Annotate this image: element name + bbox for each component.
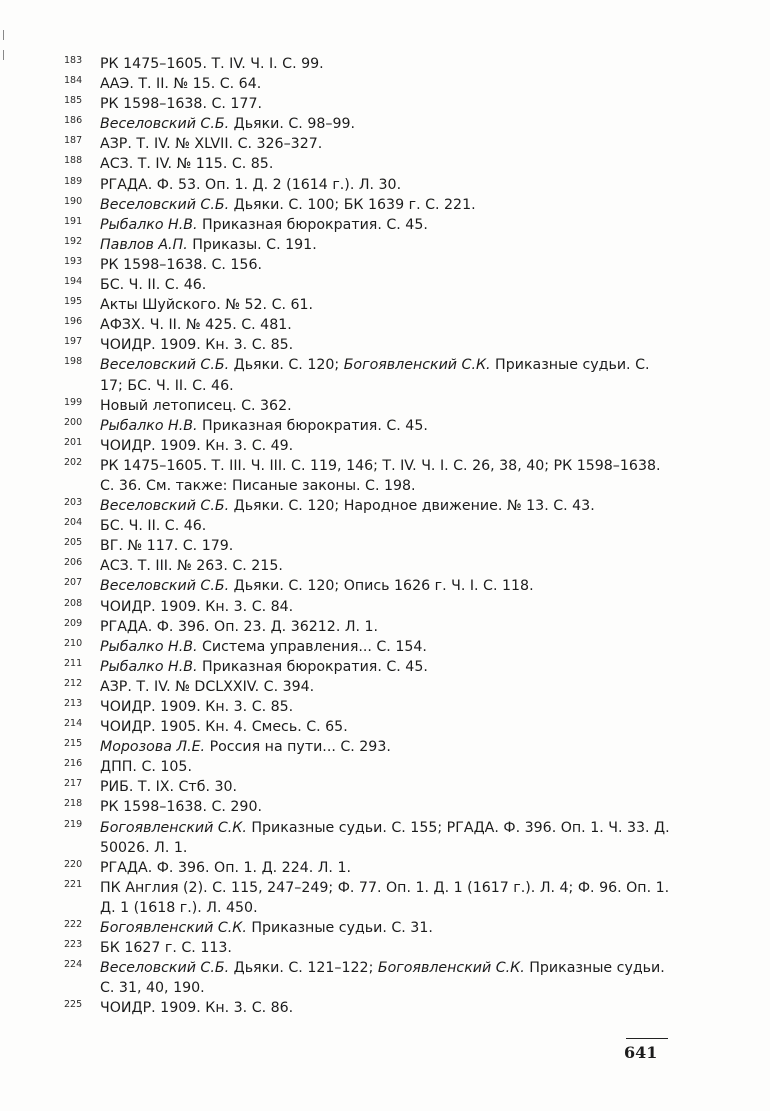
endnote-source: Приказные судьи. С. 17; БС. Ч. II. С. 46. — [100, 357, 650, 394]
endnote-source: ЧОИДР. 1909. Кн. 3. С. 85. — [100, 337, 294, 354]
endnote-text — [100, 215, 674, 235]
endnote-text — [100, 255, 674, 275]
endnote-number: 183 — [64, 55, 83, 66]
endnote-number: 212 — [64, 677, 83, 689]
endnote-item — [64, 858, 674, 878]
endnote-number: 200 — [64, 416, 83, 428]
endnote-number: 225 — [64, 999, 83, 1011]
endnote-item — [64, 556, 674, 576]
endnote-text — [100, 556, 674, 576]
page-footer — [624, 1038, 668, 1062]
endnote-source: РК 1598–1638. С. 177. — [100, 96, 262, 113]
endnote-author: Рыбалко Н.В. — [100, 658, 198, 675]
endnote-number: 198 — [64, 356, 83, 368]
endnote-number: 202 — [64, 456, 83, 468]
endnote-source: БС. Ч. II. С. 46. — [100, 277, 207, 294]
endnote-number: 223 — [64, 939, 83, 951]
endnote-item — [64, 637, 674, 657]
endnote-text — [100, 757, 674, 777]
endnote-item — [64, 536, 674, 556]
endnote-source: РК 1475–1605. Т. III. Ч. III. С. 119, 146; Т. IV. Ч. I. С. 26, 38, 40; РК 1598–1638. С. 36. См. также: Писаные законы. С. 198. — [100, 457, 661, 494]
endnote-number: 187 — [64, 135, 83, 147]
endnote-author: Веселовский С.Б. — [100, 116, 230, 133]
endnote-source: ЧОИДР. 1909. Кн. 3. С. 86. — [100, 1000, 294, 1017]
endnote-author: Рыбалко Н.В. — [100, 216, 198, 233]
endnote-source: Приказная бюрократия. С. 45. — [197, 216, 428, 233]
endnote-item — [64, 657, 674, 677]
endnote-number: 196 — [64, 316, 83, 328]
endnote-item — [64, 717, 674, 737]
endnote-item — [64, 134, 674, 154]
endnote-source: БС. Ч. II. С. 46. — [100, 518, 207, 535]
endnote-number: 217 — [64, 778, 83, 790]
endnote-number: 190 — [64, 195, 83, 207]
endnote-number: 206 — [64, 557, 83, 569]
endnote-number: 211 — [64, 657, 83, 669]
endnote-source: Система управления... С. 154. — [197, 638, 427, 655]
endnote-source: РК 1475–1605. Т. IV. Ч. I. С. 99. — [100, 56, 324, 72]
scan-edge-mark — [3, 30, 4, 40]
endnote-source: ДПП. С. 105. — [100, 759, 192, 776]
endnote-number: 222 — [64, 919, 83, 931]
endnote-source: Дьяки. С. 120; Народное движение. № 13. С. 43. — [229, 498, 595, 515]
endnote-item — [64, 456, 674, 496]
endnote-source: АСЗ. Т. III. № 263. С. 215. — [100, 558, 283, 575]
endnote-text — [100, 315, 674, 335]
endnote-text — [100, 335, 674, 355]
page-number-rule — [626, 1038, 668, 1039]
endnote-number: 205 — [64, 537, 83, 549]
endnote-number: 220 — [64, 858, 83, 870]
endnote-author: Веселовский С.Б. — [100, 960, 230, 977]
endnote-text — [100, 516, 674, 536]
endnote-number: 216 — [64, 758, 83, 770]
endnote-text — [100, 878, 674, 918]
endnote-item — [64, 175, 674, 195]
endnote-item — [64, 737, 674, 757]
endnote-text — [100, 637, 674, 657]
endnote-source: БК 1627 г. С. 113. — [100, 940, 232, 957]
endnote-text — [100, 677, 674, 697]
endnote-item — [64, 416, 674, 436]
endnote-item — [64, 154, 674, 174]
endnote-source: Приказная бюрократия. С. 45. — [197, 658, 428, 675]
endnote-author: Богоявленский С.К. — [100, 819, 247, 836]
endnote-number: 207 — [64, 577, 83, 589]
endnote-text — [100, 154, 674, 174]
endnote-author: Богоявленский С.К. — [343, 357, 491, 374]
endnote-text — [100, 456, 674, 496]
endnote-source: ЧОИДР. 1909. Кн. 3. С. 49. — [100, 437, 294, 454]
endnote-item — [64, 777, 674, 797]
endnote-source: АСЗ. Т. IV. № 115. С. 85. — [100, 156, 274, 173]
endnote-source: АЗР. Т. IV. № DCLXXIV. С. 394. — [100, 678, 315, 695]
endnote-number: 201 — [64, 436, 83, 448]
endnote-text — [100, 717, 674, 737]
endnote-source: ЧОИДР. 1909. Кн. 3. С. 85. — [100, 699, 294, 715]
endnote-text — [100, 818, 674, 858]
endnote-item — [64, 878, 674, 918]
endnote-text — [100, 617, 674, 637]
endnote-source: АФЗХ. Ч. II. № 425. С. 481. — [100, 317, 292, 334]
endnote-number: 203 — [64, 497, 83, 509]
endnote-item — [64, 436, 674, 456]
endnote-text — [100, 235, 674, 255]
endnote-source: Россия на пути... С. 293. — [205, 739, 391, 756]
endnote-number: 184 — [64, 75, 83, 87]
endnote-item — [64, 677, 674, 697]
endnote-item — [64, 195, 674, 215]
endnote-item — [64, 918, 674, 938]
endnote-number: 204 — [64, 517, 83, 529]
endnote-source: Дьяки. С. 120; Опись 1626 г. Ч. I. С. 118. — [229, 578, 534, 595]
endnote-source: Приказы. С. 191. — [187, 236, 317, 253]
endnote-source: Дьяки. С. 120; — [229, 357, 344, 374]
endnotes-list — [64, 54, 674, 1019]
endnote-source: Дьяки. С. 121–122; — [229, 960, 378, 977]
scan-edge-mark — [3, 50, 4, 60]
endnote-source: Приказные судьи. С. 31, 40, 190. — [100, 960, 665, 997]
endnote-item — [64, 938, 674, 958]
endnote-text — [100, 195, 674, 215]
endnote-item — [64, 617, 674, 637]
endnote-author: Рыбалко Н.В. — [100, 417, 198, 434]
endnote-number: 186 — [64, 115, 83, 127]
endnote-source: Дьяки. С. 100; БК 1639 г. С. 221. — [229, 196, 476, 213]
endnote-number: 215 — [64, 738, 83, 750]
endnote-text — [100, 536, 674, 556]
endnote-text — [100, 416, 674, 436]
endnote-text — [100, 496, 674, 516]
endnote-text — [100, 396, 674, 416]
endnote-source: РГАДА. Ф. 396. Оп. 23. Д. 36212. Л. 1. — [100, 618, 379, 635]
endnote-source: Приказные судьи. С. 31. — [246, 920, 433, 937]
endnote-author: Богоявленский С.К. — [377, 960, 525, 977]
endnote-number: 191 — [64, 215, 83, 227]
endnote-number: 188 — [64, 155, 83, 167]
endnote-source: РК 1598–1638. С. 156. — [100, 256, 262, 273]
endnote-author: Морозова Л.Е. — [100, 739, 206, 756]
endnote-text — [100, 657, 674, 677]
endnote-item — [64, 597, 674, 617]
endnote-text — [100, 355, 674, 395]
endnote-number: 209 — [64, 617, 83, 629]
endnote-author: Веселовский С.Б. — [100, 196, 230, 213]
endnote-text — [100, 94, 674, 114]
endnote-item — [64, 275, 674, 295]
endnote-text — [100, 737, 674, 757]
endnote-item — [64, 516, 674, 536]
endnote-item — [64, 355, 674, 395]
endnote-text — [100, 797, 674, 817]
endnote-text — [100, 295, 674, 315]
endnote-source: Дьяки. С. 98–99. — [229, 116, 356, 133]
endnote-item — [64, 215, 674, 235]
endnote-text — [100, 74, 674, 94]
endnote-author: Веселовский С.Б. — [100, 357, 230, 374]
endnote-source: РК 1598–1638. С. 290. — [100, 799, 262, 816]
endnote-text — [100, 54, 674, 74]
endnote-item — [64, 114, 674, 134]
endnote-item — [64, 496, 674, 516]
endnote-number: 193 — [64, 255, 83, 267]
endnote-number: 218 — [64, 798, 83, 810]
endnote-number: 213 — [64, 698, 83, 709]
endnote-author: Веселовский С.Б. — [100, 498, 230, 515]
endnote-number: 214 — [64, 718, 83, 730]
endnote-item — [64, 74, 674, 94]
endnote-text — [100, 597, 674, 617]
endnote-item — [64, 576, 674, 596]
endnote-number: 221 — [64, 878, 83, 890]
endnote-text — [100, 998, 674, 1018]
endnote-source: РГАДА. Ф. 396. Оп. 1. Д. 224. Л. 1. — [100, 859, 351, 876]
page-number: 641 — [624, 1043, 658, 1062]
endnote-source: ВГ. № 117. С. 179. — [100, 538, 234, 555]
endnote-item — [64, 235, 674, 255]
endnote-text — [100, 175, 674, 195]
endnote-item — [64, 958, 674, 998]
endnote-text — [100, 697, 674, 717]
endnote-text — [100, 576, 674, 596]
endnote-item — [64, 396, 674, 416]
endnote-source: ЧОИДР. 1905. Кн. 4. Смесь. С. 65. — [100, 719, 348, 736]
endnote-text — [100, 777, 674, 797]
endnote-text — [100, 918, 674, 938]
endnote-item — [64, 797, 674, 817]
endnote-text — [100, 858, 674, 878]
endnote-item — [64, 697, 674, 717]
endnote-number: 208 — [64, 597, 83, 609]
endnote-number: 197 — [64, 336, 83, 348]
endnote-item — [64, 54, 674, 74]
endnote-source: Приказные судьи. С. 155; РГАДА. Ф. 396. Оп. 1. Ч. 33. Д. 50026. Л. 1. — [100, 819, 670, 856]
endnote-number: 210 — [64, 637, 83, 649]
endnote-item — [64, 335, 674, 355]
endnote-item — [64, 757, 674, 777]
endnote-source: РГАДА. Ф. 53. Оп. 1. Д. 2 (1614 г.). Л. 30. — [100, 176, 402, 193]
endnote-author: Веселовский С.Б. — [100, 578, 230, 595]
endnote-text — [100, 436, 674, 456]
endnote-source: Новый летописец. С. 362. — [100, 397, 292, 414]
endnote-number: 194 — [64, 276, 83, 288]
endnote-text — [100, 958, 674, 998]
endnote-number: 224 — [64, 959, 83, 971]
endnote-source: ПК Англия (2). С. 115, 247–249; Ф. 77. Оп. 1. Д. 1 (1617 г.). Л. 4; Ф. 96. Оп. 1. Д. 1 (1618 г.). Л. 450. — [100, 879, 670, 916]
endnote-item — [64, 998, 674, 1018]
endnote-author: Богоявленский С.К. — [100, 920, 247, 937]
endnote-number: 192 — [64, 235, 83, 247]
endnote-item — [64, 818, 674, 858]
endnote-source: ЧОИДР. 1909. Кн. 3. С. 84. — [100, 598, 294, 615]
endnote-item — [64, 94, 674, 114]
endnote-source: Приказная бюрократия. С. 45. — [197, 417, 428, 434]
endnote-text — [100, 275, 674, 295]
endnote-source: РИБ. Т. IX. Стб. 30. — [100, 779, 238, 796]
endnote-item — [64, 315, 674, 335]
endnote-text — [100, 938, 674, 958]
endnote-number: 185 — [64, 95, 83, 107]
endnote-author: Рыбалко Н.В. — [100, 638, 198, 655]
endnote-text — [100, 114, 674, 134]
endnote-source: ААЭ. Т. II. № 15. С. 64. — [100, 76, 262, 93]
endnote-item — [64, 255, 674, 275]
endnote-number: 199 — [64, 396, 83, 408]
endnote-number: 195 — [64, 296, 83, 308]
endnote-item — [64, 295, 674, 315]
endnote-source: Акты Шуйского. № 52. С. 61. — [100, 297, 314, 314]
endnote-number: 189 — [64, 175, 83, 187]
endnote-number: 219 — [64, 818, 83, 830]
endnote-source: АЗР. Т. IV. № XLVII. С. 326–327. — [100, 136, 323, 153]
endnote-text — [100, 134, 674, 154]
endnote-author: Павлов А.П. — [100, 236, 188, 253]
